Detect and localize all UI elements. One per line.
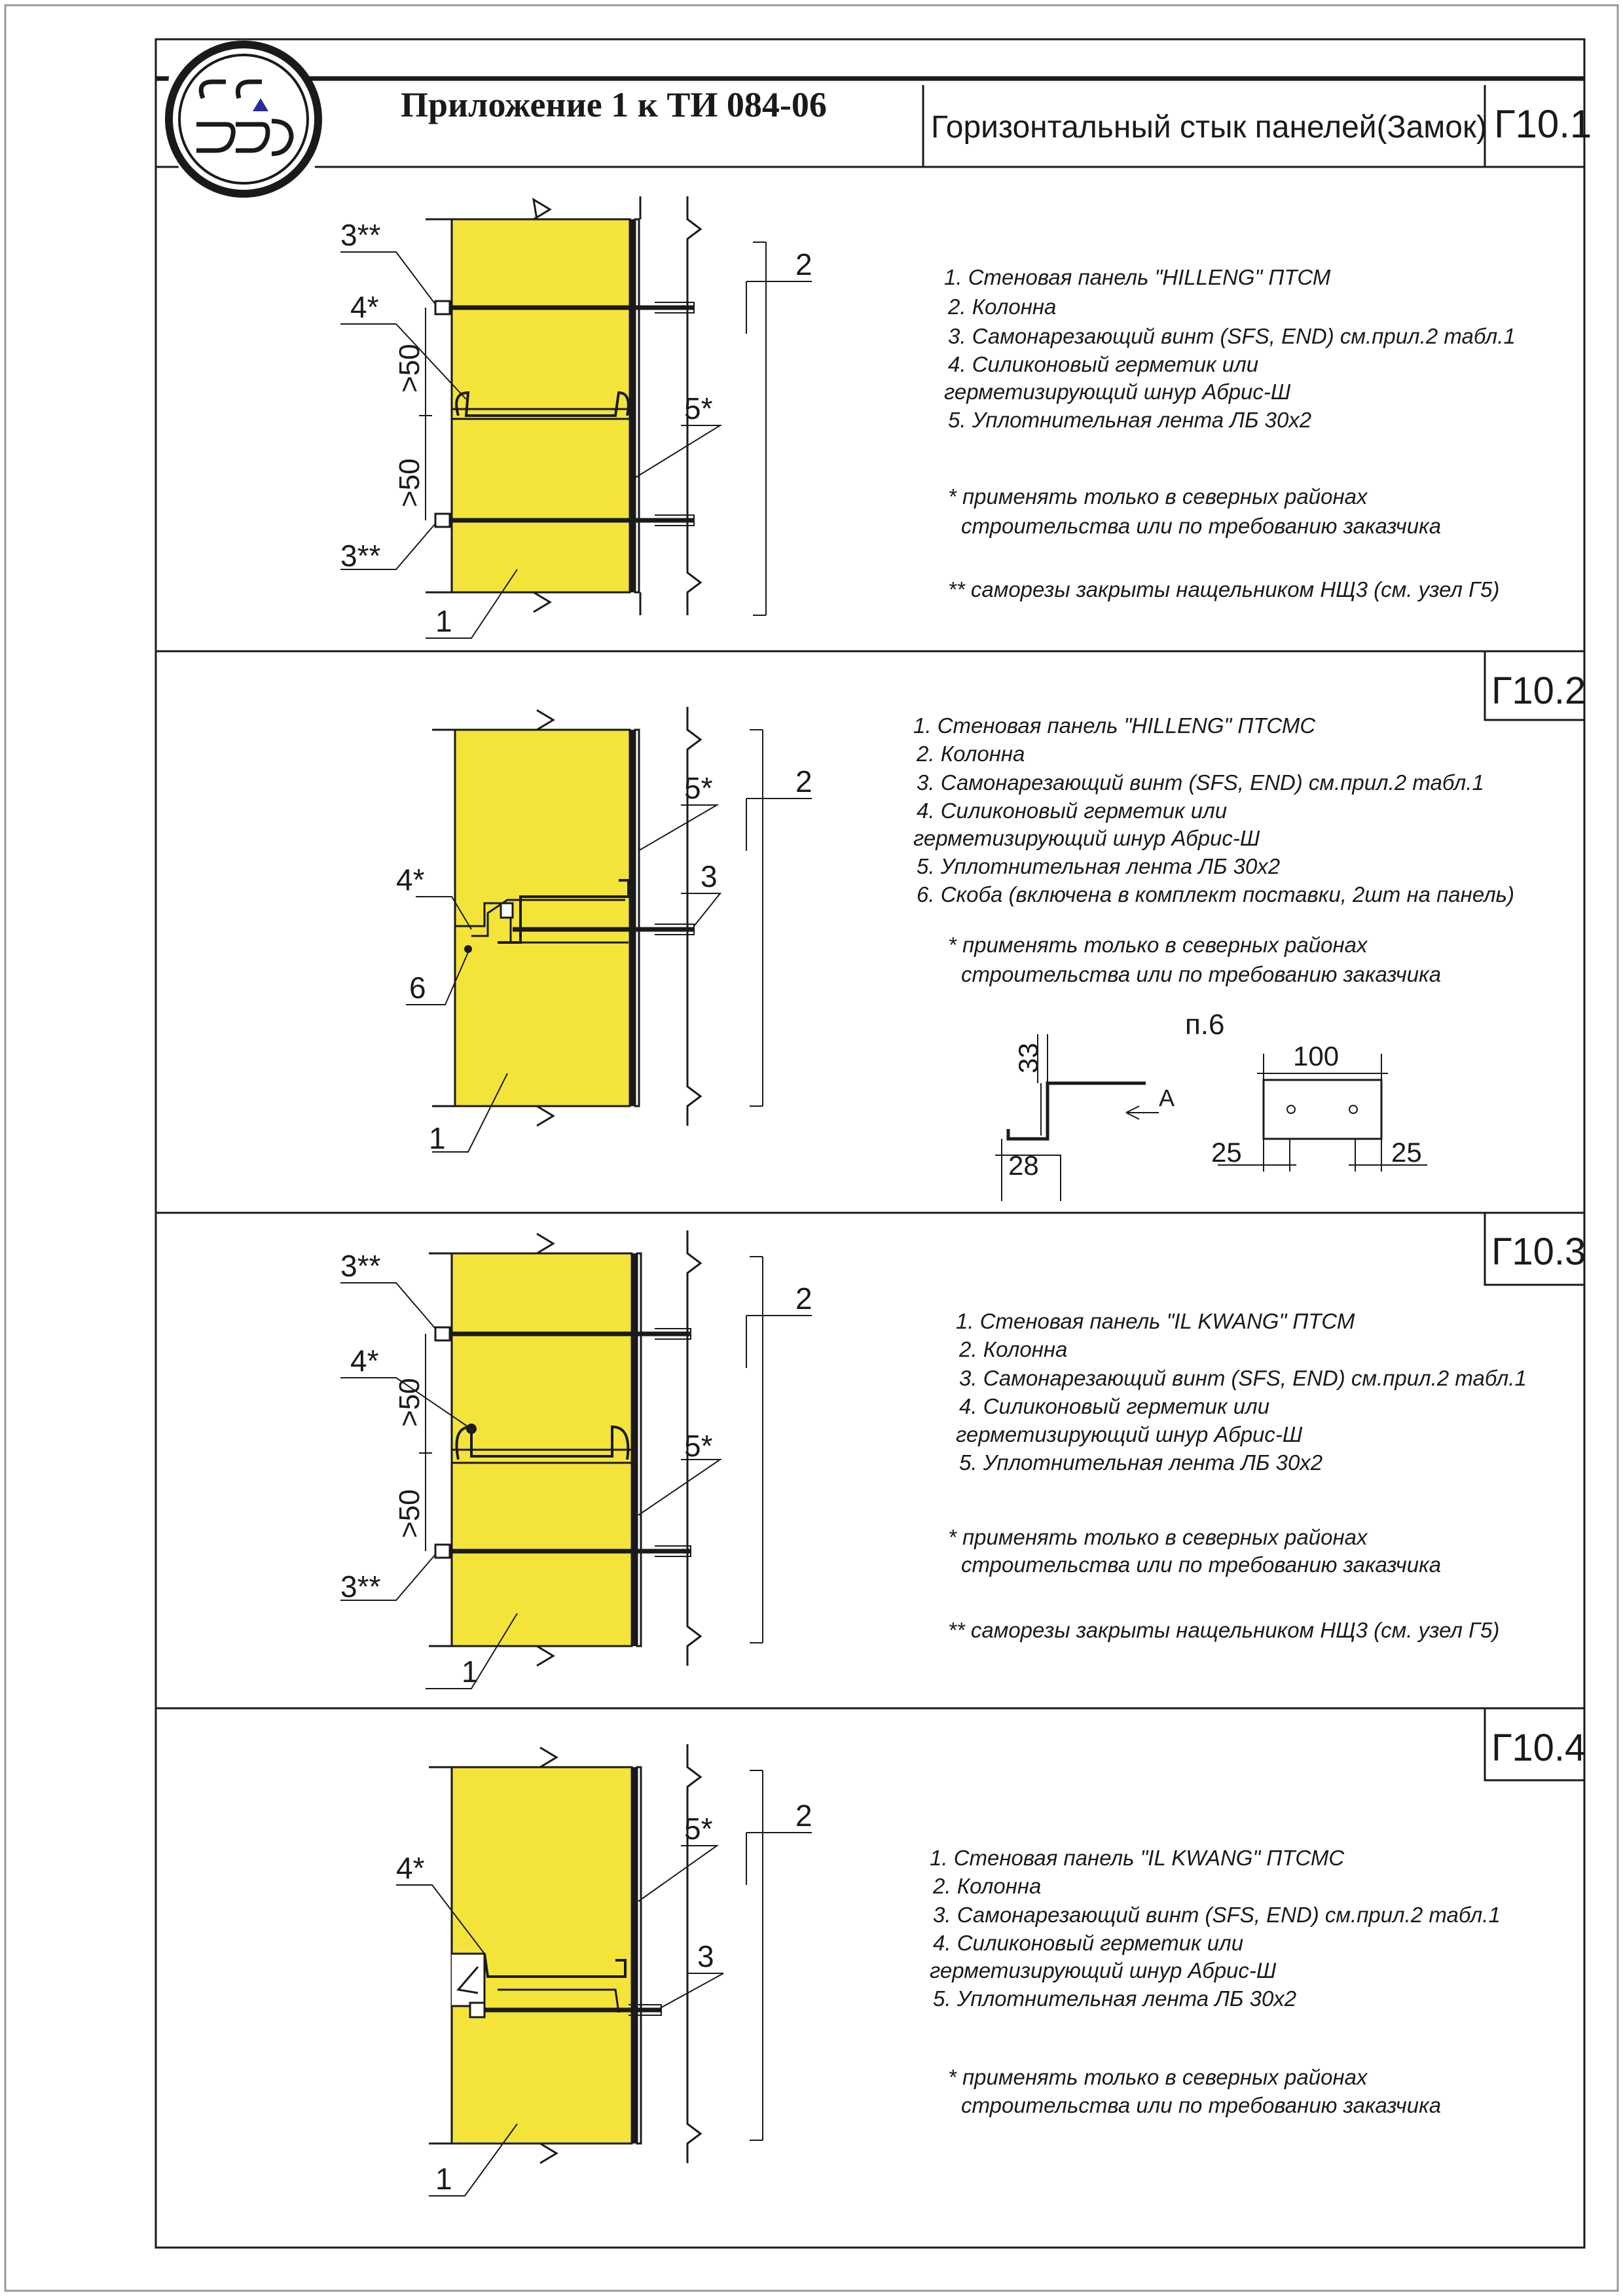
svg-text:герметизирующий шнур Абрис-Ш: герметизирующий шнур Абрис-Ш [930, 1958, 1277, 1982]
callout-column: 2 [795, 247, 812, 281]
svg-text:строительства или по требовани: строительства или по требованию заказчика [961, 1552, 1442, 1577]
svg-text:** саморезы закрыты нащельнико: ** саморезы закрыты нащельником НЩ3 (см. узел Г5) [948, 577, 1500, 601]
svg-text:25: 25 [1391, 1137, 1422, 1168]
svg-text:2. Колонна: 2. Колонна [959, 1337, 1068, 1361]
svg-text:* применять только в северных: * применять только в северных районах [948, 484, 1368, 509]
svg-text:A: A [1159, 1085, 1175, 1111]
column-flange [635, 219, 639, 592]
panel-insulation [455, 730, 630, 1106]
company-logo [165, 41, 322, 200]
svg-text:* применять только в северных: * применять только в северных районах [948, 933, 1368, 957]
svg-text:* применять только в северных: * применять только в северных районах [948, 1525, 1368, 1549]
svg-text:3. Самонарезающий винт (SFS, E: 3. Самонарезающий винт (SFS, END) см.прил.2 табл.1 [933, 1903, 1501, 1927]
callout-screw-bottom: 3** [340, 1570, 381, 1604]
svg-text:2. Колонна: 2. Колонна [917, 742, 1025, 766]
svg-text:100: 100 [1293, 1041, 1340, 1071]
svg-text:1. Стеновая панель "HILLENG" П: 1. Стеновая панель "HILLENG" ПТСМС [913, 713, 1316, 738]
svg-text:33: 33 [1013, 1043, 1044, 1073]
svg-text:герметизирующий шнур Абрис-Ш: герметизирующий шнур Абрис-Ш [944, 380, 1291, 404]
callout-panel: 1 [435, 604, 452, 638]
subject-title: Горизонтальный стык панелей(Замок) [931, 110, 1487, 145]
callout-tape: 5* [684, 1429, 713, 1463]
sheet-code: Г10.1 [1494, 102, 1592, 146]
svg-text:4. Силиконовый герметик или: 4. Силиконовый герметик или [917, 798, 1228, 823]
callout-sealant: 4* [350, 290, 379, 324]
callout-tape: 5* [684, 391, 713, 425]
svg-text:Г10.3: Г10.3 [1491, 1230, 1586, 1273]
svg-text:25: 25 [1211, 1137, 1242, 1168]
svg-text:герметизирующий шнур Абрис-Ш: герметизирующий шнур Абрис-Ш [913, 826, 1260, 850]
svg-text:28: 28 [1008, 1150, 1039, 1181]
panel-insulation [452, 219, 630, 592]
callout-screw-bottom: 3** [340, 539, 381, 573]
callout-column: 2 [795, 1282, 812, 1316]
svg-text:1. Стеновая панель "IL KWANG": 1. Стеновая панель "IL KWANG" ПТСМС [930, 1846, 1345, 1870]
legend-g10-4 [930, 1846, 1501, 2117]
detail-g10-4 [396, 1744, 1501, 2196]
svg-text:5. Уплотнительная лента ЛБ 30х: 5. Уплотнительная лента ЛБ 30х2 [959, 1450, 1323, 1475]
svg-text:3. Самонарезающий винт (SFS, E: 3. Самонарезающий винт (SFS, END) см.прил.2 табл.1 [959, 1366, 1527, 1390]
bracket-detail [995, 1009, 1427, 1201]
title-block [156, 79, 1592, 167]
svg-text:* применять только в северных: * применять только в северных районах [948, 2065, 1368, 2089]
legend-g10-2 [913, 713, 1514, 986]
svg-text:строительства или по требовани: строительства или по требованию заказчика [961, 2093, 1442, 2117]
column-flange [635, 730, 639, 1106]
legend-g10-1 [944, 265, 1516, 601]
dim-lower: >50 [393, 1489, 426, 1538]
svg-text:1. Стеновая панель "IL KWANG": 1. Стеновая панель "IL KWANG" ПТСМ [956, 1309, 1355, 1333]
svg-text:Г10.4: Г10.4 [1491, 1727, 1586, 1769]
callout-screw-top: 3** [340, 1249, 381, 1283]
callout-screw-top: 3** [340, 218, 381, 252]
svg-text:5. Уплотнительная лента ЛБ 30х: 5. Уплотнительная лента ЛБ 30х2 [948, 408, 1312, 432]
callout-bracket: 6 [409, 971, 426, 1005]
svg-text:5. Уплотнительная лента ЛБ 30х: 5. Уплотнительная лента ЛБ 30х2 [933, 1986, 1297, 2011]
legend-g10-3 [948, 1309, 1527, 1642]
section-code-box-2 [1485, 651, 1586, 720]
dim-upper: >50 [393, 1378, 426, 1427]
detail-g10-3 [340, 1230, 1527, 1689]
callout-screw: 3 [697, 1939, 714, 1973]
column-flange [637, 1253, 641, 1646]
callout-panel: 1 [429, 1121, 446, 1155]
detail-g10-1 [340, 196, 1516, 638]
svg-text:5. Уплотнительная лента ЛБ 30х: 5. Уплотнительная лента ЛБ 30х2 [917, 854, 1281, 878]
svg-text:3. Самонарезающий винт (SFS, E: 3. Самонарезающий винт (SFS, END) см.прил.2 табл.1 [948, 324, 1516, 348]
callout-column: 2 [795, 764, 812, 798]
column-flange [637, 1767, 641, 2144]
svg-text:2. Колонна: 2. Колонна [948, 295, 1057, 319]
svg-text:** саморезы закрыты нащельнико: ** саморезы закрыты нащельником НЩ3 (см. узел Г5) [948, 1618, 1500, 1642]
svg-text:герметизирующий шнур Абрис-Ш: герметизирующий шнур Абрис-Ш [956, 1422, 1303, 1446]
dim-upper: >50 [393, 344, 426, 393]
appendix-title: Приложение 1 к ТИ 084-06 [401, 85, 827, 124]
svg-text:строительства или по требовани: строительства или по требованию заказчика [961, 962, 1442, 986]
callout-screw: 3 [701, 859, 718, 893]
svg-text:4. Силиконовый герметик или: 4. Силиконовый герметик или [933, 1931, 1244, 1955]
svg-text:2. Колонна: 2. Колонна [933, 1874, 1042, 1898]
section-code-box-4 [1485, 1708, 1586, 1780]
callout-panel: 1 [462, 1655, 479, 1689]
dim-lower: >50 [393, 458, 426, 507]
callout-column: 2 [795, 1799, 812, 1833]
callout-sealant: 4* [396, 1851, 425, 1885]
callout-panel: 1 [435, 2162, 452, 2196]
svg-text:1. Стеновая панель "HILLENG" П: 1. Стеновая панель "HILLENG" ПТСМ [944, 265, 1331, 289]
svg-text:п.6: п.6 [1185, 1009, 1225, 1041]
callout-sealant: 4* [350, 1344, 379, 1378]
callout-sealant: 4* [396, 863, 425, 897]
svg-text:6. Скоба (включена в комплект: 6. Скоба (включена в комплект поставки, 2шт на панель) [917, 882, 1515, 906]
callout-tape: 5* [684, 771, 713, 805]
callout-tape: 5* [684, 1812, 713, 1846]
section-code-box-3 [1485, 1213, 1586, 1285]
svg-text:4. Силиконовый герметик или: 4. Силиконовый герметик или [959, 1394, 1270, 1418]
svg-text:Г10.2: Г10.2 [1491, 670, 1586, 712]
svg-text:строительства или по требовани: строительства или по требованию заказчика [961, 514, 1442, 538]
svg-text:4. Силиконовый герметик или: 4. Силиконовый герметик или [948, 352, 1259, 376]
svg-text:3. Самонарезающий винт (SFS, E: 3. Самонарезающий винт (SFS, END) см.прил.2 табл.1 [917, 770, 1484, 795]
detail-g10-2 [396, 707, 1514, 1201]
